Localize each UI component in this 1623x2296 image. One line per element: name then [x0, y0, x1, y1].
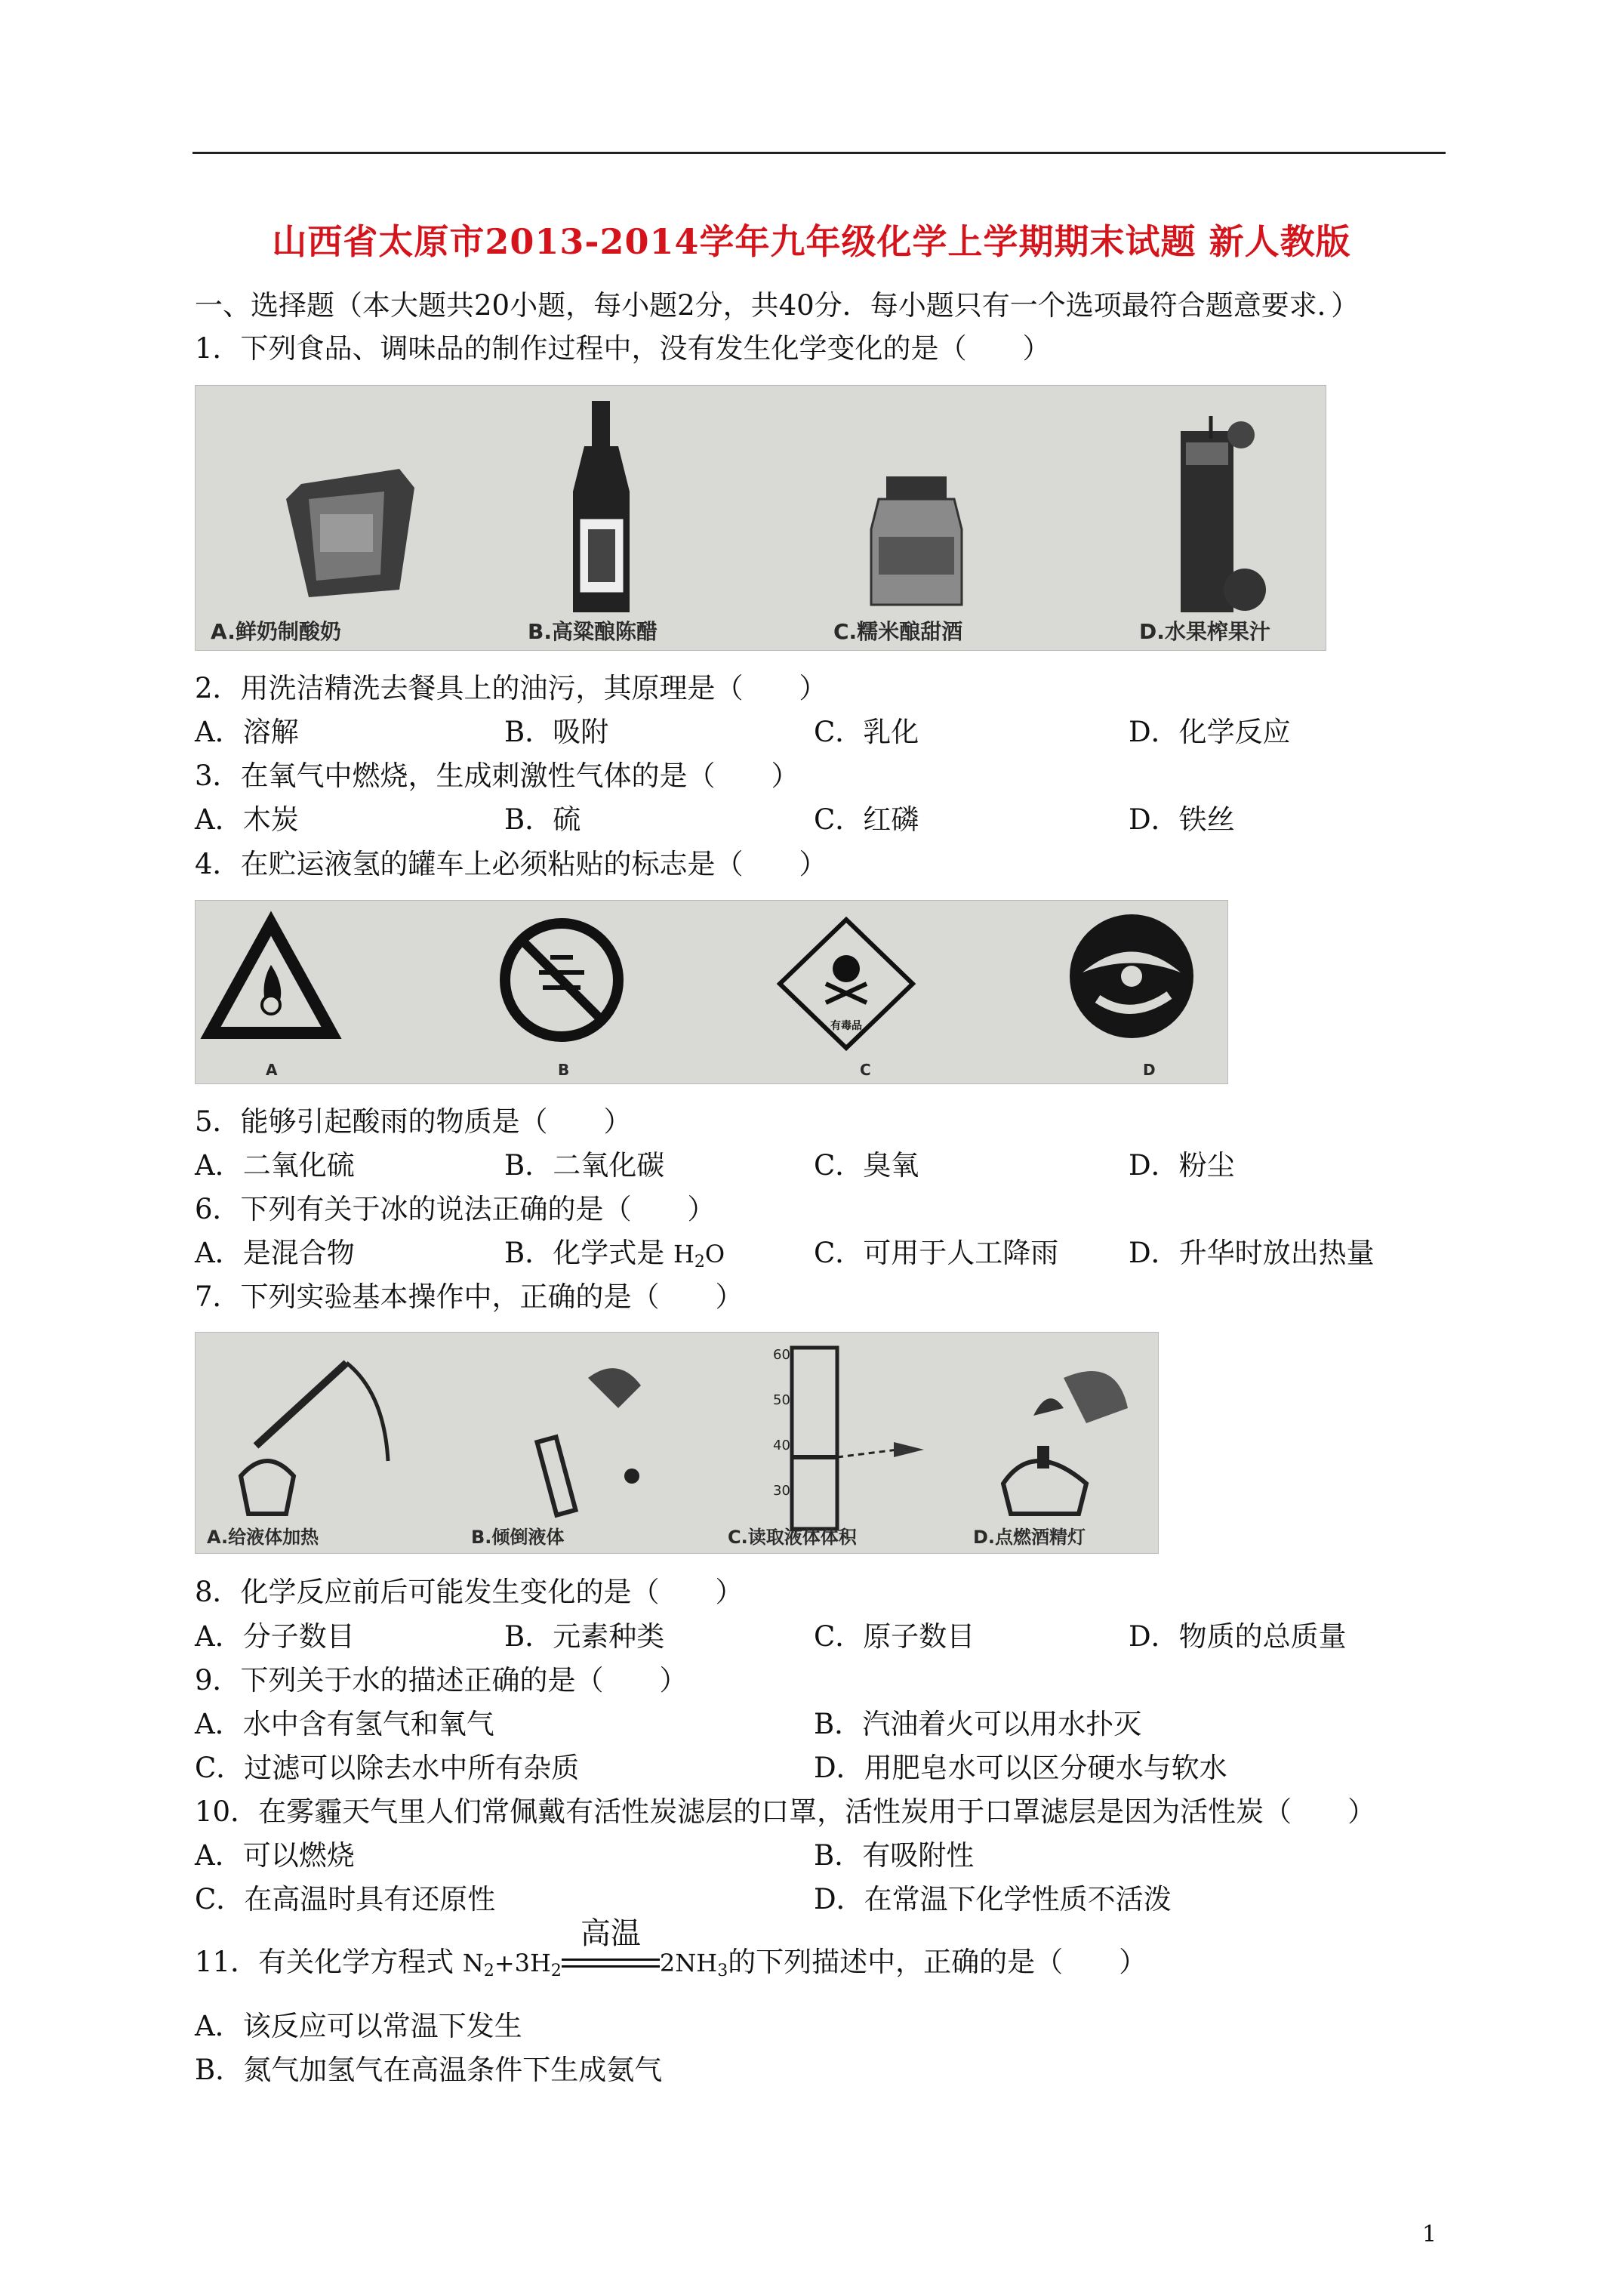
q4-caption-a: A	[266, 1061, 278, 1079]
q1-caption-c: C.糯米酿甜酒	[833, 619, 963, 644]
q5-option-a: A．二氧化硫	[195, 1149, 355, 1182]
header-rule	[192, 152, 1446, 154]
question-8: 8．化学反应前后可能发生变化的是（ ）	[195, 1576, 744, 1608]
question-2: 2．用洗洁精洗去餐具上的油污，其原理是（ ）	[195, 672, 827, 704]
corrosive-sign-icon	[1070, 914, 1193, 1038]
cylinder-tick-40: 40	[773, 1438, 790, 1453]
q8-option-c: C．原子数目	[814, 1620, 975, 1653]
toxic-sign-icon	[780, 920, 913, 1048]
vinegar-bottle-icon	[573, 401, 630, 612]
q4-caption-b: B	[558, 1061, 570, 1079]
cylinder-tick-30: 30	[773, 1483, 790, 1499]
q6-option-d: D．升华时放出热量	[1129, 1237, 1375, 1269]
q3-option-b: B．硫	[504, 803, 581, 836]
section-heading: 一、选择题（本大题共20小题，每小题2分，共40分．每小题只有一个选项最符合题意要求．）	[195, 289, 1360, 322]
yogurt-cup-icon	[286, 469, 414, 597]
q5-option-c: C．臭氧	[814, 1149, 919, 1182]
question-6: 6．下列有关于冰的说法正确的是（ ）	[195, 1193, 716, 1225]
q7-caption-a: A.给液体加热	[207, 1527, 319, 1548]
pouring-liquid-icon	[537, 1368, 641, 1515]
page-number: 1	[1422, 2221, 1437, 2248]
q2-option-c: C．乳化	[814, 716, 919, 748]
question-3: 3．在氧气中燃烧，生成刺激性气体的是（ ）	[195, 760, 799, 792]
q8-option-b: B．元素种类	[504, 1620, 665, 1653]
q2-option-a: A．溶解	[195, 716, 299, 748]
flammable-sign-icon	[211, 923, 331, 1033]
q7-caption-d: D.点燃酒精灯	[973, 1527, 1086, 1548]
q10-option-b: B．有吸附性	[814, 1839, 975, 1872]
q8-option-d: D．物质的总质量	[1129, 1620, 1347, 1653]
question-10: 10．在雾霾天气里人们常佩戴有活性炭滤层的口罩，活性炭用于口罩滤层是因为活性炭（ ）	[195, 1795, 1376, 1828]
q5-option-d: D．粉尘	[1129, 1149, 1235, 1182]
reading-cylinder-icon	[773, 1347, 924, 1529]
q6-option-c: C．可用于人工降雨	[814, 1237, 1059, 1269]
question-7: 7．下列实验基本操作中，正确的是（ ）	[195, 1281, 744, 1313]
reaction-condition: 高温	[580, 1916, 641, 1951]
question-1: 1．下列食品、调味品的制作过程中，没有发生化学变化的是（ ）	[195, 332, 1051, 365]
q11-option-b: B．氮气加氢气在高温条件下生成氨气	[195, 2054, 663, 2086]
q9-option-b: B．汽油着火可以用水扑灭	[814, 1708, 1142, 1740]
toxic-sign-label: 有毒品	[830, 1020, 862, 1032]
prohibition-sign-icon	[505, 923, 618, 1037]
question-9: 9．下列关于水的描述正确的是（ ）	[195, 1664, 688, 1697]
q10-option-d: D．在常温下化学性质不活泼	[814, 1883, 1172, 1915]
q7-figure	[195, 1332, 1159, 1554]
cylinder-tick-60: 60	[773, 1347, 790, 1363]
q10-option-c: C．在高温时具有还原性	[195, 1883, 496, 1915]
document-title: 山西省太原市2013-2014学年九年级化学上学期期末试题 新人教版	[272, 221, 1351, 262]
q6-option-b: B．化学式是 $H_2O$	[504, 1237, 725, 1271]
q4-signs	[196, 901, 1227, 1083]
question-4: 4．在贮运液氢的罐车上必须粘贴的标志是（ ）	[195, 848, 827, 880]
q4-caption-c: C	[860, 1061, 871, 1079]
q9-option-d: D．用肥皂水可以区分硬水与软水	[814, 1752, 1227, 1784]
alcohol-lamp-icon	[1003, 1371, 1128, 1514]
q3-option-c: C．红磷	[814, 803, 919, 836]
q8-option-a: A．分子数目	[195, 1620, 355, 1653]
q7-illustration	[196, 1333, 1158, 1553]
q9-option-c: C．过滤可以除去水中所有杂质	[195, 1752, 580, 1784]
q1-figure	[195, 385, 1326, 651]
q1-caption-b: B.高粱酿陈醋	[528, 619, 658, 644]
fruit-juice-glass-icon	[1181, 416, 1266, 612]
q6-option-a: A．是混合物	[195, 1237, 355, 1269]
q1-caption-d: D.水果榨果汁	[1139, 619, 1270, 644]
q4-caption-d: D	[1143, 1061, 1156, 1079]
q7-caption-c: C.读取液体体积	[728, 1527, 857, 1548]
question-5: 5．能够引起酸雨的物质是（ ）	[195, 1105, 632, 1138]
question-11: 11．有关化学方程式 $N_2+3H_2$ 高温 $2NH_3$的下列描述中，正确的是（ ）	[195, 1916, 1147, 1980]
q7-caption-b: B.倾倒液体	[471, 1527, 565, 1548]
heating-liquid-icon	[241, 1363, 388, 1514]
q1-illustration	[196, 386, 1326, 650]
reaction-condition-arrow	[562, 1916, 660, 1981]
q2-option-d: D．化学反应	[1129, 716, 1291, 748]
cylinder-tick-50: 50	[773, 1392, 790, 1408]
q3-option-d: D．铁丝	[1129, 803, 1235, 836]
rice-wine-jar-icon	[871, 476, 962, 605]
q5-option-b: B．二氧化碳	[504, 1149, 665, 1182]
q10-option-a: A．可以燃烧	[195, 1839, 355, 1872]
q1-caption-a: A.鲜奶制酸奶	[211, 619, 341, 644]
q11-option-a: A．该反应可以常温下发生	[195, 2010, 522, 2042]
q3-option-a: A．木炭	[195, 803, 299, 836]
q4-figure	[195, 900, 1228, 1084]
q2-option-b: B．吸附	[504, 716, 609, 748]
q9-option-a: A．水中含有氢气和氧气	[195, 1708, 494, 1740]
